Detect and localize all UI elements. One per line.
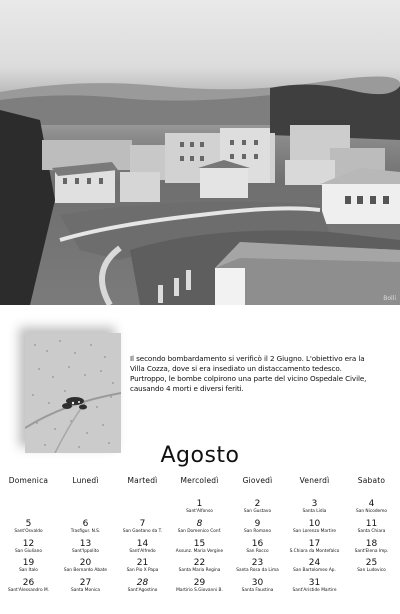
saint-name: Martirio S.Giovanni B. xyxy=(176,588,223,593)
calendar-day-cell xyxy=(229,578,286,602)
weekday-label: Domenica xyxy=(8,476,49,485)
saint-name: Santa Lidia xyxy=(302,509,327,514)
saint-name: Santa Maria Regina xyxy=(178,568,221,573)
saint-name: San Romano xyxy=(243,529,272,534)
day-number: 11 xyxy=(365,519,378,529)
aerial-bombing-photo xyxy=(25,333,121,453)
caption-text: Il secondo bombardamento si verificò il 2 Giugno. L'obiettivo era la Villa Cozza, dove si era insediato un distaccamento tedesco. Purtroppo, le bombe colpirono una parte del vicino Ospedale Civile, causando 4 morti e diversi feriti. xyxy=(130,354,367,393)
day-number: 2 xyxy=(254,499,261,509)
town-view-illustration xyxy=(0,0,400,305)
day-number: 3 xyxy=(311,499,318,509)
saint-name: San Gaetano da T. xyxy=(122,529,163,534)
day-number: 5 xyxy=(25,519,32,529)
day-number: 26 xyxy=(22,578,35,588)
saint-name: Sant'Elena Imp. xyxy=(354,549,389,554)
calendar-grid xyxy=(0,499,400,614)
saint-name: San Lorenzo Martire xyxy=(293,529,336,534)
saint-name: San Ludovico xyxy=(357,568,386,573)
calendar-day-cell xyxy=(343,558,400,582)
saint-name: Sant'Ippolito xyxy=(71,549,99,554)
saint-name: Trasfigur. N.S. xyxy=(70,529,101,534)
day-number: 15 xyxy=(193,539,206,549)
day-number: 13 xyxy=(79,539,92,549)
saint-name: Santa Monica xyxy=(70,588,101,593)
saint-name: San Gustavo xyxy=(243,509,272,514)
day-number: 27 xyxy=(79,578,92,588)
day-number: 24 xyxy=(308,558,321,568)
day-number: 9 xyxy=(254,519,261,529)
saint-name: San Giuliano xyxy=(14,549,43,554)
saint-name: Sant'Agostino xyxy=(127,588,158,593)
calendar-day-cell xyxy=(114,578,171,602)
month-title: Agosto xyxy=(160,443,240,468)
day-number: 23 xyxy=(251,558,264,568)
day-number: 21 xyxy=(136,558,149,568)
photo-credit: Bolli xyxy=(383,295,396,302)
saint-name: San Domenico Conf. xyxy=(177,529,222,534)
day-number: 12 xyxy=(22,539,35,549)
day-number: 4 xyxy=(368,499,375,509)
day-number: 28 xyxy=(136,578,149,588)
saint-name: San Nicodemo xyxy=(355,509,388,514)
weekday-label: Giovedì xyxy=(242,476,273,485)
day-number: 25 xyxy=(365,558,378,568)
saint-name: San Italo xyxy=(19,568,38,573)
day-number: 16 xyxy=(251,539,264,549)
day-number: 17 xyxy=(308,539,321,549)
day-number: 19 xyxy=(22,558,35,568)
saint-name: S.Chiara da Montefalco xyxy=(289,549,340,554)
day-number: 6 xyxy=(82,519,89,529)
day-number: 29 xyxy=(193,578,206,588)
saint-name: Santa Faustina xyxy=(241,588,274,593)
saint-name: San Bernardo Abate xyxy=(63,568,108,573)
calendar-day-cell xyxy=(57,578,114,602)
weekday-label: Venerdì xyxy=(299,476,330,485)
day-number: 8 xyxy=(196,519,203,529)
saint-name: Sant'Alessandro M. xyxy=(7,588,50,593)
saint-name: San Pio X Papa xyxy=(126,568,159,573)
saint-name: San Rocco xyxy=(246,549,269,554)
saint-name: Santa Chiara xyxy=(357,529,386,534)
day-number: 1 xyxy=(196,499,203,509)
day-number: 18 xyxy=(365,539,378,549)
saint-name: Sant'Alfredo xyxy=(129,549,156,554)
saint-name: Sant'Aristide Martire xyxy=(292,588,337,593)
day-number: 10 xyxy=(308,519,321,529)
weekday-label: Lunedì xyxy=(72,476,99,485)
day-number: 7 xyxy=(139,519,146,529)
weekday-header xyxy=(0,476,400,486)
calendar-day-cell xyxy=(286,578,343,602)
day-number: 22 xyxy=(193,558,206,568)
day-number: 14 xyxy=(136,539,149,549)
saint-name: Assunz. Maria Vergine xyxy=(175,549,224,554)
weekday-label: Mercoledì xyxy=(180,476,219,485)
saint-name: Sant'Alfonso xyxy=(186,509,213,514)
saint-name: San Bartolomeo Ap. xyxy=(293,568,336,573)
weekday-label: Sabato xyxy=(357,476,386,485)
day-number: 31 xyxy=(308,578,321,588)
day-number: 30 xyxy=(251,578,264,588)
day-number: 20 xyxy=(79,558,92,568)
weekday-label: Martedì xyxy=(127,476,158,485)
calendar-day-cell xyxy=(171,578,228,602)
aerial-photo-illustration xyxy=(25,333,121,453)
saint-name: Santa Rosa da Lima xyxy=(236,568,279,573)
historic-town-photo xyxy=(0,0,400,305)
saint-name: Sant'Osvaldo xyxy=(14,529,43,534)
calendar-day-cell xyxy=(0,578,57,602)
